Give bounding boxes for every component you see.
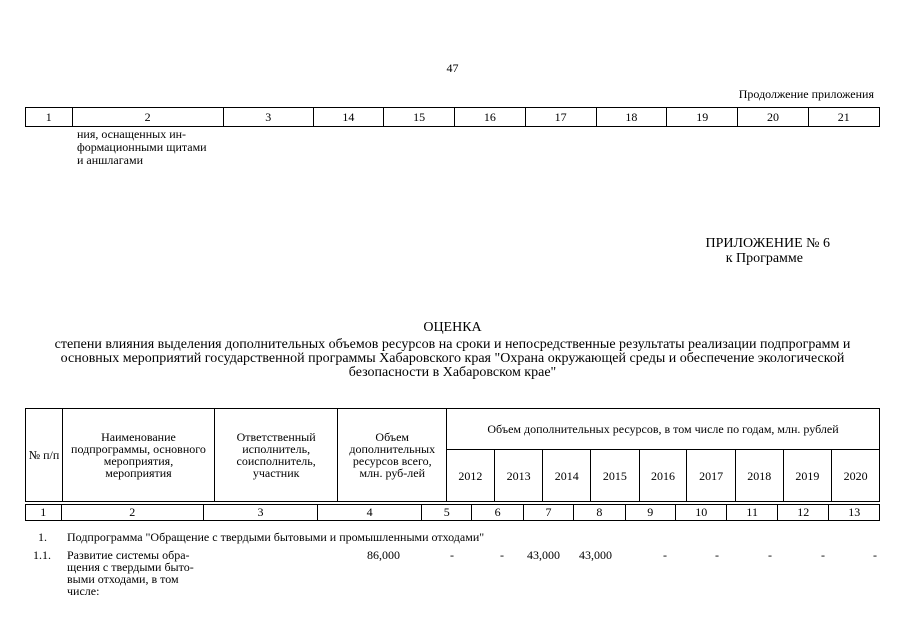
page-number: 47	[446, 61, 459, 75]
document-subtitle: степени влияния выделения дополнительных объемов ресурсов на сроки и непосредственные результаты реализации подпрограмм и основных мероприятий государственной программы Хабаровского края "Охрана окружающей среды и обеспечение экологической безопасности в Хабаровском крае"	[54, 337, 851, 380]
header-year: 2016	[639, 450, 687, 502]
header-year: 2013	[494, 450, 543, 502]
header-num: № п/п	[26, 409, 63, 502]
header-year: 2018	[735, 450, 783, 502]
col-num: 10	[676, 505, 727, 521]
top-col-num: 16	[455, 108, 525, 127]
top-col-num: 20	[738, 108, 808, 127]
header-by-years: Объем дополнительных ресурсов, в том числе по годам, млн. рублей	[447, 409, 880, 450]
col-num: 13	[829, 505, 880, 521]
col-num: 7	[523, 505, 573, 521]
row-number: 1.	[38, 530, 47, 544]
header-year: 2017	[687, 450, 736, 502]
row-year-value: -	[500, 548, 504, 562]
col-num: 4	[318, 505, 422, 521]
col-num: 8	[574, 505, 625, 521]
header-year: 2019	[783, 450, 832, 502]
col-num: 1	[26, 505, 62, 521]
top-col-num: 17	[525, 108, 596, 127]
top-col-num: 1	[26, 108, 73, 127]
top-col-num: 19	[667, 108, 738, 127]
appendix-line-2: к Программе	[725, 251, 803, 266]
col-num: 11	[727, 505, 777, 521]
main-table-header	[25, 408, 880, 502]
col-num: 2	[61, 505, 203, 521]
row-year-value: -	[663, 548, 667, 562]
col-num: 12	[777, 505, 828, 521]
appendix-line-1: ПРИЛОЖЕНИЕ № 6	[705, 236, 830, 251]
main-column-number-row	[25, 504, 880, 521]
continuation-label: Продолжение приложения	[738, 87, 874, 101]
top-col-num: 15	[383, 108, 454, 127]
row-year-value: -	[715, 548, 719, 562]
header-year: 2012	[447, 450, 495, 502]
col-num: 3	[203, 505, 318, 521]
header-year: 2015	[591, 450, 640, 502]
header-responsible: Ответственный исполнитель, соисполнитель, участник	[214, 409, 337, 502]
header-volume: Объем дополнительных ресурсов всего, млн. руб-лей	[338, 409, 447, 502]
row-total-volume: 86,000	[367, 548, 400, 562]
row-year-value: -	[450, 548, 454, 562]
header-year: 2020	[832, 450, 880, 502]
header-name: Наименование подпрограммы, основного мероприятия, мероприятия	[63, 409, 215, 502]
row-number: 1.1.	[33, 548, 51, 562]
row-year-value: -	[768, 548, 772, 562]
col-num: 5	[422, 505, 472, 521]
top-col-num: 18	[596, 108, 666, 127]
subprogram-title: Подпрограмма "Обращение с твердыми бытовыми и промышленными отходами"	[67, 530, 485, 544]
row-year-value: -	[821, 548, 825, 562]
document-title: ОЦЕНКА	[423, 320, 482, 335]
top-col-num: 2	[72, 108, 223, 127]
top-col-num: 14	[313, 108, 383, 127]
row-year-value: 43,000	[579, 548, 612, 562]
top-col-num: 3	[223, 108, 313, 127]
continued-row-text: ния, оснащенных ин- формационными щитами и аншлагами	[77, 127, 207, 167]
row-year-value: 43,000	[527, 548, 560, 562]
appendix-heading	[706, 236, 831, 266]
col-num: 6	[472, 505, 523, 521]
row-year-value: -	[873, 548, 877, 562]
top-column-number-row	[25, 107, 880, 127]
col-num: 9	[625, 505, 675, 521]
activity-title: Развитие системы обра- щения с твердыми быто- выми отходами, в том числе:	[67, 548, 194, 598]
top-col-num: 21	[808, 108, 879, 127]
header-year: 2014	[543, 450, 591, 502]
